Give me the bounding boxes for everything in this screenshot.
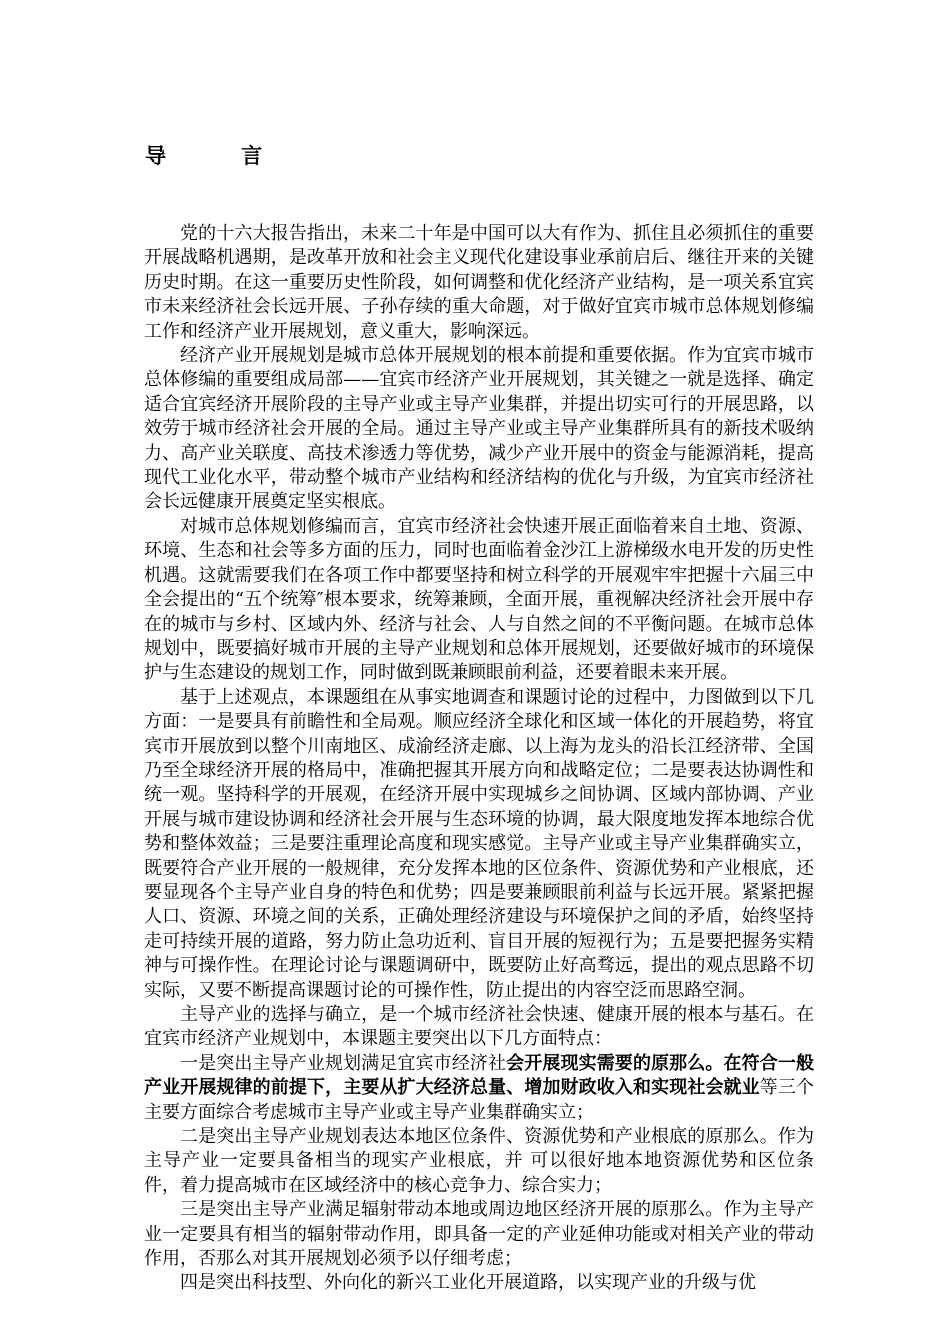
document-body [144, 222, 814, 1296]
paragraph: 基于上述观点，本课题组在从事实地调查和课题讨论的过程中，力图做到以下几方面：一是要具有前瞻性和全局观。顺应经济全球化和区域一体化的开展趋势，将宜宾市开展放到以整个川南地区、成渝经济走廊、以上海为龙头的沿长江经济带、全国乃至全球经济开展的格局中，准确把握其开展方向和战略定位；二是要表达协调性和统一观。坚持科学的开展观，在经济开展中实现城乡之间协调、区域内部协调、产业开展与城市建设协调和经济社会开展与生态环境的协调，最大限度地发挥本地综合优势和整体效益；三是要注重理论高度和现实感觉。主导产业或主导产业集群确实立，既要符合产业开展的一般规律，充分发挥本地的区位条件、资源优势和产业根底，还要显现各个主导产业自身的特色和优势；四是要兼顾眼前利益与长远开展。紧紧把握人口、资源、环境之间的关系，正确处理经济建设与环境保护之间的矛盾，始终坚持走可持续开展的道路，努力防止急功近利、盲目开展的短视行为；五是要把握务实精神与可操作性。在理论讨论与课题调研中，既要防止好高骛远，提出的观点思路不切实际，又要不断提高课题讨论的可操作性，防止提出的内容空泛而思路空洞。 [144, 686, 814, 1001]
paragraph: 四是突出科技型、外向化的新兴工业化开展道路，以实现产业的升级与优 [180, 1272, 756, 1294]
paragraph-mixed [144, 1052, 814, 1125]
paragraph: 三是突出主导产业满足辐射带动本地或周边地区经济开展的原那么。作为主导产业一定要具有相当的辐射带动作用，即具备一定的产业延伸功能或对相关产业的带动作用，否那么对其开展规划必须予以仔细考虑； [144, 1199, 814, 1270]
paragraph-bold-text: 会开展现实需要的原那么。在符合一般产业开展规律的前提下，主要从扩大经济总量、增加财政收入和实现社会就业 [144, 1052, 815, 1099]
paragraph: 党的十六大报告指出，未来二十年是中国可以大有作为、抓住且必须抓住的重要开展战略机遇期，是改革开放和社会主义现代化建设事业承前启后、继往开来的关键历史时期。在这一重要历史性阶段，如何调整和优化经济产业结构，是一项关系宜宾市未来经济社会长远开展、子孙存续的重大命题，对于做好宜宾市城市总体规划修编工作和经济产业开展规划，意义重大，影响深远。 [144, 223, 814, 342]
paragraph: 经济产业开展规划是城市总体开展规划的根本前提和重要依据。作为宜宾市城市总体修编的重要组成局部——宜宾市经济产业开展规划，其关键之一就是选择、确定适合宜宾经济开展阶段的主导产业或主导产业集群，并提出切实可行的开展思路，以效劳于城市经济社会开展的全局。通过主导产业或主导产业集群所具有的新技术吸纳力、高产业关联度、高技术渗透力等优势，减少产业开展中的资金与能源消耗，提高现代工业化水平，带动整个城市产业结构和经济结构的优化与升级，为宜宾市经济社会长远健康开展奠定坚实根底。 [144, 345, 814, 513]
paragraph-text: 一是突出主导产业规划满足宜宾市经济社 [180, 1052, 507, 1074]
paragraph: 二是突出主导产业规划表达本地区位条件、资源优势和产业根底的原那么。作为主导产业一定要具备相当的现实产业根底，并 可以很好地本地资源优势和区位条件，着力提高城市在区域经济中的核心竞争力、综合实力； [144, 1126, 814, 1196]
paragraph: 对城市总体规划修编而言，宜宾市经济社会快速开展正面临着来自土地、资源、环境、生态和社会等多方面的压力，同时也面临着金沙江上游梯级水电开发的历史性机遇。这就需要我们在各项工作中都要坚持和树立科学的开展观牢牢把握十六届三中全会提出的“五个统筹″根本要求，统筹兼顾，全面开展，重视解决经济社会开展中存在的城市与乡村、区域内外、经济与社会、人与自然之间的不平衡问题。在城市总体规划中，既要搞好城市开展的主导产业规划和总体开展规划，还要做好城市的环境保护与生态建设的规划工作，同时做到既兼顾眼前利益，还要着眼未来开展。 [144, 515, 814, 684]
paragraph-text: 等三个主要方面综合考虑城市主导产业或主导产业集群确实立； [144, 1077, 815, 1123]
page-title: 导 言 [145, 144, 297, 168]
paragraph: 主导产业的选择与确立，是一个城市经济社会快速、健康开展的根本与基石。在宜宾市经济产业规划中，本课题主要突出以下几方面特点： [144, 1004, 814, 1050]
